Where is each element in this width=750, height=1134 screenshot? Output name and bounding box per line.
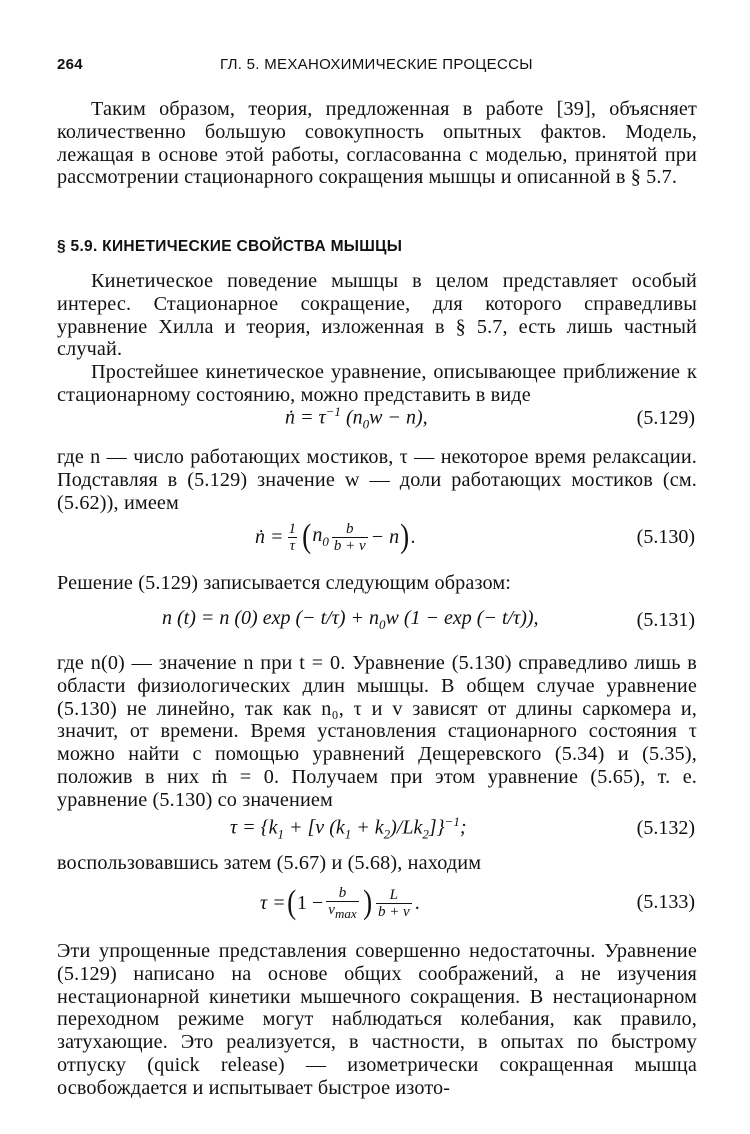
equation-number: (5.133) bbox=[636, 891, 695, 913]
equation-body: τ = ( 1 − $\frac{b}{v_{max}}$ ) $\frac{L}{b + v}$ . bbox=[260, 884, 420, 921]
page-number: 264 bbox=[57, 56, 83, 73]
equation-5-130 bbox=[57, 512, 697, 562]
paragraph-block-7 bbox=[57, 940, 697, 1100]
paragraph-7: Эти упрощенные представления совершенно недостаточны. Уравнение (5.129) написано на основе общих соображений, а не изучения нестационарной кинетики мышечного сокращения. В нестационарном переходном режиме могут наблюдаться колебания, как правило, затухающие. Это реализуется, в частности, в опытах по быстрому отпуску (quick release) — изометрически сокращенная мышца освобождается и испытывает быстрое изото- bbox=[57, 940, 697, 1099]
paragraph-block-5 bbox=[57, 652, 697, 812]
equation-5-133 bbox=[57, 877, 697, 929]
equation-body: ṅ = $\tau^{-1}$ $(n_0w - n)$, bbox=[285, 403, 428, 432]
equation-body: $\tau = \{k_1 + [v$ $(k_1 + k_2)/Lk_2]\}^{-1}$; bbox=[230, 813, 467, 842]
equation-body: n (t) = n (0) exp (− $t/\tau) + n_0w$ (1 − exp (− t/τ)), bbox=[162, 607, 539, 632]
equation-5-129 bbox=[57, 398, 697, 438]
section-heading-block bbox=[57, 238, 697, 256]
book-page bbox=[57, 0, 697, 1134]
paragraph-6: воспользовавшись затем (5.67) и (5.68), находим bbox=[57, 852, 482, 874]
paragraph-3: где n — число работающих мостиков, τ — некоторое время релаксации. Подставляя в (5.129) значение w — доли работающих мостиков (см. (5.62)), имеем bbox=[57, 446, 697, 514]
paragraph-block-6 bbox=[57, 852, 697, 875]
equation-5-132 bbox=[57, 808, 697, 848]
chapter-title: ГЛ. 5. МЕХАНОХИМИЧЕСКИЕ ПРОЦЕССЫ bbox=[220, 56, 533, 73]
paragraph-block-4 bbox=[57, 572, 697, 595]
paragraph-block-3 bbox=[57, 446, 697, 514]
paragraph-2: Простейшее кинетическое уравнение, описывающее приближение к стационарному состоянию, можно представить в виде bbox=[57, 361, 697, 406]
paragraph-4: Решение (5.129) записывается следующим образом: bbox=[57, 572, 512, 594]
intro-paragraph-block bbox=[57, 98, 697, 189]
intro-paragraph: Таким образом, теория, предложенная в работе [39], объясняет количественно большую совокупность опытных фактов. Модель, лежащая в основе этой работы, согласованна с моделью, принятой при рассмотрении стационарного сокращения мышцы и описанной в § 5.7. bbox=[57, 98, 697, 189]
equation-body: ṅ = $\frac{1}{\tau}$ ( $n_0$ $\frac{b}{b + v}$ − n ) . bbox=[255, 518, 416, 555]
equation-number: (5.129) bbox=[636, 407, 695, 429]
equation-number: (5.131) bbox=[636, 609, 695, 631]
equation-number: (5.130) bbox=[636, 526, 695, 548]
equation-5-131 bbox=[57, 600, 697, 640]
paragraph-1: Кинетическое поведение мышцы в целом представляет особый интерес. Стационарное сокращение, для которого справедливы уравнение Хилла и теория, изложенная в § 5.7, есть лишь частный случай. bbox=[57, 270, 697, 361]
paragraph-5: где n(0) — значение n при t = 0. Уравнение (5.130) справедливо лишь в области физиологических длин мышцы. В общем случае уравнение (5.130) не линейно, так как n₀, τ и v зависят от длины саркомера и, значит, от времени. Время установления стационарного состояния τ можно найти с помощью уравнений Дещеревского (5.34) и (5.35), положив в них ṁ = 0. Получаем при этом уравнение (5.65), т. е. уравнение (5.130) со значением bbox=[57, 652, 697, 811]
paragraph-block-1 bbox=[57, 270, 697, 361]
equation-number: (5.132) bbox=[636, 817, 695, 839]
section-heading: § 5.9. КИНЕТИЧЕСКИЕ СВОЙСТВА МЫШЦЫ bbox=[57, 238, 403, 255]
